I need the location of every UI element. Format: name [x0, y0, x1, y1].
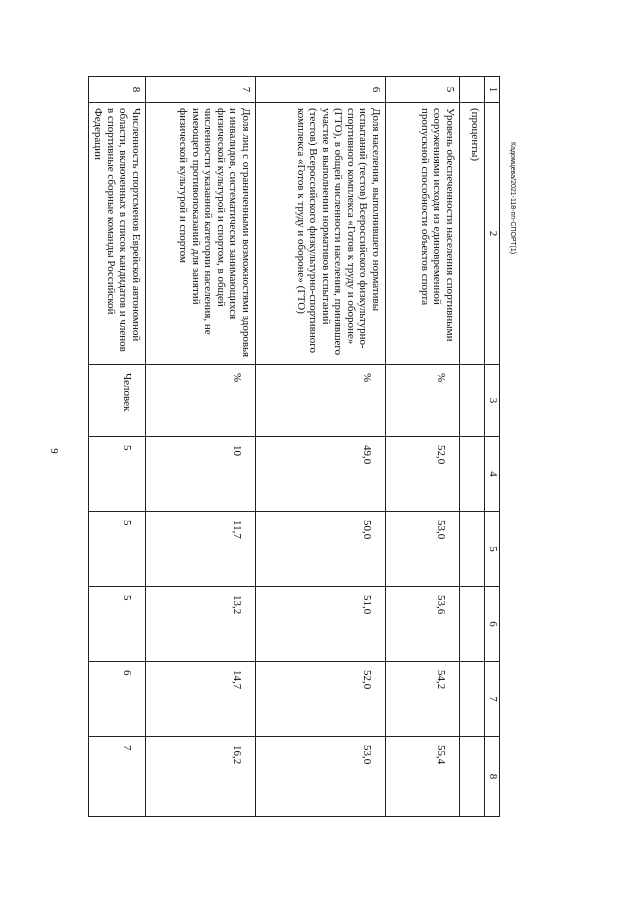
- indicator-name: Уровень обеспеченности населения спортивными сооружениями исходя из единовременной пропускной способности объектов спорта: [386, 103, 460, 365]
- page-number: 9: [48, 448, 60, 454]
- indicator-name: Доля населения, выполнившего нормативы испытаний (тестов) Всероссийского физкультурно-спортивного комплекса «Готов к труду и обороне» (ГТО), в общей численности населения, принявшего участие в выполнении нормативов испытаний (тестов) Всероссийского физкультурно-спортивного комплекса «Готов к труду и обороне» (ГТО): [256, 103, 386, 365]
- subheader-row: [460, 77, 485, 817]
- header-cell: 7: [485, 662, 500, 737]
- table-row: [89, 77, 146, 817]
- value-cell: 16,2: [146, 737, 256, 817]
- unit-cell: Человек: [89, 365, 146, 437]
- value-cell: 52,0: [386, 437, 460, 512]
- header-cell: 4: [485, 437, 500, 512]
- header-cell: 3: [485, 365, 500, 437]
- empty-cell: [460, 77, 485, 103]
- table-row: [146, 77, 256, 817]
- value-cell: 55,4: [386, 737, 460, 817]
- value-cell: 7: [89, 737, 146, 817]
- value-cell: 6: [89, 662, 146, 737]
- empty-cell: [460, 662, 485, 737]
- row-number: 6: [256, 77, 386, 103]
- empty-cell: [460, 587, 485, 662]
- value-cell: 11,7: [146, 512, 256, 587]
- value-cell: 5: [89, 512, 146, 587]
- header-cell: 1: [485, 77, 500, 103]
- value-cell: 50,0: [256, 512, 386, 587]
- header-cell: 5: [485, 512, 500, 587]
- table-row: [386, 77, 460, 817]
- value-cell: 53,0: [256, 737, 386, 817]
- subheader-cell: (проценты): [460, 103, 485, 365]
- unit-cell: %: [386, 365, 460, 437]
- document-footer-code: Кадомцева/2021-118-пп-СПОРТ(1): [509, 142, 516, 255]
- rotated-table-container: [90, 76, 500, 816]
- empty-cell: [460, 737, 485, 817]
- row-number: 8: [89, 77, 146, 103]
- header-cell: 2: [485, 103, 500, 365]
- header-row: [485, 77, 500, 817]
- value-cell: 5: [89, 587, 146, 662]
- row-number: 7: [146, 77, 256, 103]
- value-cell: 5: [89, 437, 146, 512]
- value-cell: 51,0: [256, 587, 386, 662]
- row-number: 5: [386, 77, 460, 103]
- indicator-name: Доля лиц с ограниченными возможностями здоровья и инвалидов, систематически занимающихся физической культурой и спортом, в общей численности указанной категории населения, не имеющего противопоказаний для занятий физической культурой и спортом: [146, 103, 256, 365]
- indicator-name: Численность спортсменов Еврейской автономной области, включенных в список кандидатов и членов в спортивные сборные команды Российской Федерации: [89, 103, 146, 365]
- value-cell: 53,6: [386, 587, 460, 662]
- value-cell: 13,2: [146, 587, 256, 662]
- empty-cell: [460, 437, 485, 512]
- value-cell: 54,2: [386, 662, 460, 737]
- table-row: [256, 77, 386, 817]
- value-cell: 14,7: [146, 662, 256, 737]
- empty-cell: [460, 365, 485, 437]
- header-cell: 6: [485, 587, 500, 662]
- empty-cell: [460, 512, 485, 587]
- unit-cell: %: [146, 365, 256, 437]
- unit-cell: %: [256, 365, 386, 437]
- value-cell: 53,0: [386, 512, 460, 587]
- value-cell: 10: [146, 437, 256, 512]
- header-cell: 8: [485, 737, 500, 817]
- indicators-table: [88, 76, 500, 817]
- value-cell: 52,0: [256, 662, 386, 737]
- value-cell: 49,0: [256, 437, 386, 512]
